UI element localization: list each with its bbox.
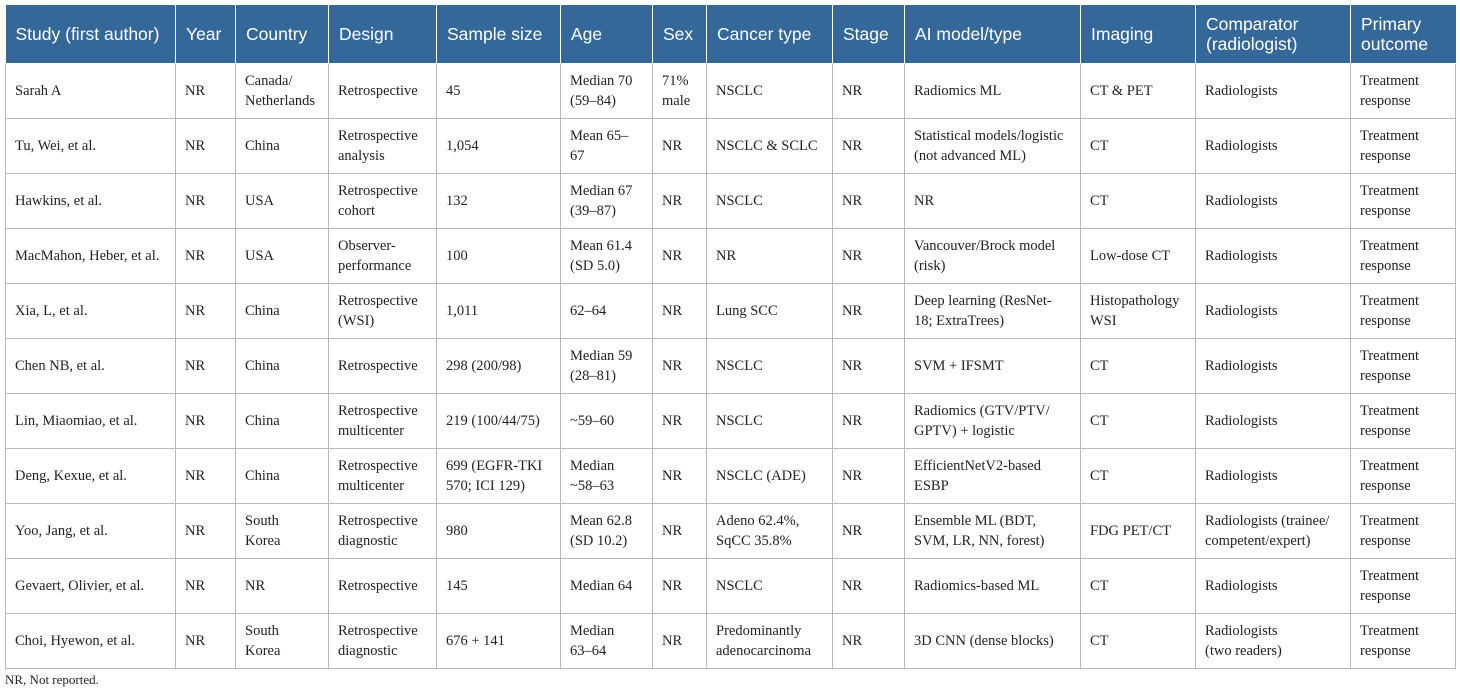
- table-cell: Vancouver/Brock model (risk): [905, 228, 1081, 283]
- table-cell: China: [236, 393, 329, 448]
- table-cell: Tu, Wei, et al.: [6, 118, 176, 173]
- column-header: Sample size: [437, 5, 561, 63]
- table-cell: Low-dose CT: [1081, 228, 1196, 283]
- column-header: Country: [236, 5, 329, 63]
- table-cell: Median 70 (59–84): [561, 63, 653, 118]
- table-row: [6, 173, 1456, 228]
- table-cell: Median 67 (39–87): [561, 173, 653, 228]
- table-cell: Histopathology WSI: [1081, 283, 1196, 338]
- table-cell: Treatment response: [1351, 448, 1456, 503]
- table-cell: Retrospective cohort: [329, 173, 437, 228]
- table-cell: CT: [1081, 118, 1196, 173]
- table-cell: NR: [905, 173, 1081, 228]
- table-cell: Mean 62.8 (SD 10.2): [561, 503, 653, 558]
- table-cell: China: [236, 118, 329, 173]
- table-cell: NR: [236, 558, 329, 613]
- table-cell: CT: [1081, 558, 1196, 613]
- table-cell: Predominantly adenocarcinoma: [707, 613, 833, 668]
- table-cell: NR: [176, 393, 236, 448]
- table-cell: Sarah A: [6, 63, 176, 118]
- table-cell: 1,054: [437, 118, 561, 173]
- table-cell: USA: [236, 173, 329, 228]
- table-cell: 132: [437, 173, 561, 228]
- table-cell: 1,011: [437, 283, 561, 338]
- column-header: Sex: [653, 5, 707, 63]
- table-cell: Radiologists: [1196, 393, 1351, 448]
- table-cell: NR: [176, 448, 236, 503]
- table-cell: NR: [833, 613, 905, 668]
- table-cell: MacMahon, Heber, et al.: [6, 228, 176, 283]
- table-cell: NR: [653, 173, 707, 228]
- table-cell: NR: [653, 558, 707, 613]
- table-cell: NSCLC: [707, 338, 833, 393]
- table-cell: South Korea: [236, 613, 329, 668]
- table-cell: 219 (100/44/75): [437, 393, 561, 448]
- column-header: Comparator (radiologist): [1196, 5, 1351, 63]
- table-cell: CT: [1081, 613, 1196, 668]
- table-cell: Retrospective (WSI): [329, 283, 437, 338]
- table-cell: 71% male: [653, 63, 707, 118]
- table-row: [6, 503, 1456, 558]
- table-header: [6, 5, 1456, 63]
- table-body: [6, 63, 1456, 668]
- table-cell: ~59–60: [561, 393, 653, 448]
- table-cell: NR: [176, 173, 236, 228]
- table-cell: NR: [707, 228, 833, 283]
- table-cell: CT: [1081, 173, 1196, 228]
- table-cell: NR: [653, 393, 707, 448]
- table-cell: Observer- performance: [329, 228, 437, 283]
- table-cell: Statistical models/logistic (not advanced ML): [905, 118, 1081, 173]
- table-cell: Treatment response: [1351, 393, 1456, 448]
- table-footnote: NR, Not reported.: [5, 672, 99, 687]
- table-cell: 100: [437, 228, 561, 283]
- table-cell: Yoo, Jang, et al.: [6, 503, 176, 558]
- column-header: Design: [329, 5, 437, 63]
- table-cell: CT: [1081, 448, 1196, 503]
- table-cell: Retrospective: [329, 558, 437, 613]
- table-cell: NR: [833, 393, 905, 448]
- table-cell: NSCLC: [707, 63, 833, 118]
- table-cell: Radiomics ML: [905, 63, 1081, 118]
- table-cell: NR: [833, 448, 905, 503]
- table-row: [6, 558, 1456, 613]
- table-cell: Treatment response: [1351, 228, 1456, 283]
- table-cell: NR: [833, 173, 905, 228]
- table-row: [6, 63, 1456, 118]
- table-cell: Treatment response: [1351, 283, 1456, 338]
- table-cell: NR: [833, 118, 905, 173]
- table-cell: 62–64: [561, 283, 653, 338]
- table-cell: 298 (200/98): [437, 338, 561, 393]
- table-cell: Choi, Hyewon, et al.: [6, 613, 176, 668]
- table-cell: NR: [833, 338, 905, 393]
- table-cell: NSCLC (ADE): [707, 448, 833, 503]
- table-cell: Radiomics-based ML: [905, 558, 1081, 613]
- table-row: [6, 338, 1456, 393]
- table-cell: Retrospective analysis: [329, 118, 437, 173]
- table-cell: Radiologists: [1196, 283, 1351, 338]
- table-cell: Radiologists (trainee/ competent/expert): [1196, 503, 1351, 558]
- table-cell: Median 59 (28–81): [561, 338, 653, 393]
- table-cell: NR: [653, 283, 707, 338]
- table-cell: SVM + IFSMT: [905, 338, 1081, 393]
- table-cell: China: [236, 338, 329, 393]
- table-cell: NR: [653, 448, 707, 503]
- table-row: [6, 283, 1456, 338]
- table-cell: NR: [176, 228, 236, 283]
- table-cell: Radiologists: [1196, 118, 1351, 173]
- table-cell: Retrospective: [329, 63, 437, 118]
- table-cell: NR: [176, 63, 236, 118]
- table-cell: 980: [437, 503, 561, 558]
- table-cell: NR: [653, 338, 707, 393]
- table-cell: Retrospective: [329, 338, 437, 393]
- column-header: Study (first author): [6, 5, 176, 63]
- table-cell: Mean 65– 67: [561, 118, 653, 173]
- table-cell: Lin, Miaomiao, et al.: [6, 393, 176, 448]
- table-cell: Xia, L, et al.: [6, 283, 176, 338]
- table-cell: 699 (EGFR-TKI 570; ICI 129): [437, 448, 561, 503]
- table-cell: Gevaert, Olivier, et al.: [6, 558, 176, 613]
- table-cell: Radiologists: [1196, 338, 1351, 393]
- table-cell: South Korea: [236, 503, 329, 558]
- table-cell: NR: [833, 558, 905, 613]
- column-header: AI model/type: [905, 5, 1081, 63]
- table-cell: Retrospective multicenter: [329, 393, 437, 448]
- table-cell: Lung SCC: [707, 283, 833, 338]
- table-cell: NSCLC: [707, 393, 833, 448]
- table-cell: Chen NB, et al.: [6, 338, 176, 393]
- table-cell: NR: [176, 613, 236, 668]
- column-header: Cancer type: [707, 5, 833, 63]
- table-cell: Median ~58–63: [561, 448, 653, 503]
- table-row: [6, 448, 1456, 503]
- table-cell: NR: [653, 503, 707, 558]
- table-cell: NR: [653, 613, 707, 668]
- table-cell: Treatment response: [1351, 613, 1456, 668]
- table-cell: Median 63–64: [561, 613, 653, 668]
- table-cell: Treatment response: [1351, 173, 1456, 228]
- table-cell: NR: [653, 118, 707, 173]
- table-cell: Radiomics (GTV/PTV/ GPTV) + logistic: [905, 393, 1081, 448]
- header-row: [6, 5, 1456, 63]
- table-cell: NR: [176, 118, 236, 173]
- table-cell: 3D CNN (dense blocks): [905, 613, 1081, 668]
- table-cell: Treatment response: [1351, 558, 1456, 613]
- table-cell: 45: [437, 63, 561, 118]
- table-cell: Radiologists: [1196, 228, 1351, 283]
- table-cell: NSCLC: [707, 558, 833, 613]
- table-cell: Radiologists (two readers): [1196, 613, 1351, 668]
- column-header: Stage: [833, 5, 905, 63]
- column-header: Imaging: [1081, 5, 1196, 63]
- table-cell: Radiologists: [1196, 173, 1351, 228]
- column-header: Age: [561, 5, 653, 63]
- table-cell: Hawkins, et al.: [6, 173, 176, 228]
- table-cell: 145: [437, 558, 561, 613]
- table-cell: USA: [236, 228, 329, 283]
- table-cell: NR: [833, 63, 905, 118]
- table-cell: EfficientNetV2-based ESBP: [905, 448, 1081, 503]
- table-row: [6, 118, 1456, 173]
- table-cell: Treatment response: [1351, 338, 1456, 393]
- table-cell: Ensemble ML (BDT, SVM, LR, NN, forest): [905, 503, 1081, 558]
- column-header: Year: [176, 5, 236, 63]
- table-cell: Deng, Kexue, et al.: [6, 448, 176, 503]
- table-cell: NR: [176, 283, 236, 338]
- table-cell: 676 + 141: [437, 613, 561, 668]
- table-cell: CT: [1081, 393, 1196, 448]
- table-cell: NR: [833, 503, 905, 558]
- table-cell: Treatment response: [1351, 118, 1456, 173]
- table-cell: Retrospective multicenter: [329, 448, 437, 503]
- table-cell: NR: [653, 228, 707, 283]
- table-cell: NSCLC & SCLC: [707, 118, 833, 173]
- table-cell: Treatment response: [1351, 63, 1456, 118]
- table-cell: NR: [176, 558, 236, 613]
- table-cell: FDG PET/CT: [1081, 503, 1196, 558]
- table-cell: NR: [833, 228, 905, 283]
- column-header: Primary outcome: [1351, 5, 1456, 63]
- table-cell: Retrospective diagnostic: [329, 503, 437, 558]
- table-cell: Treatment response: [1351, 503, 1456, 558]
- table-row: [6, 228, 1456, 283]
- table-cell: China: [236, 283, 329, 338]
- table-cell: Retrospective diagnostic: [329, 613, 437, 668]
- table-cell: NR: [833, 283, 905, 338]
- table-cell: China: [236, 448, 329, 503]
- table-cell: Canada/ Netherlands: [236, 63, 329, 118]
- table-cell: NR: [176, 503, 236, 558]
- table-row: [6, 613, 1456, 668]
- table-cell: NSCLC: [707, 173, 833, 228]
- table-cell: NR: [176, 338, 236, 393]
- table-cell: Mean 61.4 (SD 5.0): [561, 228, 653, 283]
- table-cell: Median 64: [561, 558, 653, 613]
- table-cell: Adeno 62.4%, SqCC 35.8%: [707, 503, 833, 558]
- table-cell: CT & PET: [1081, 63, 1196, 118]
- table-cell: Radiologists: [1196, 558, 1351, 613]
- studies-table: [5, 5, 1456, 669]
- table-cell: CT: [1081, 338, 1196, 393]
- table-row: [6, 393, 1456, 448]
- table-cell: Radiologists: [1196, 448, 1351, 503]
- table-cell: Deep learning (ResNet- 18; ExtraTrees): [905, 283, 1081, 338]
- table-cell: Radiologists: [1196, 63, 1351, 118]
